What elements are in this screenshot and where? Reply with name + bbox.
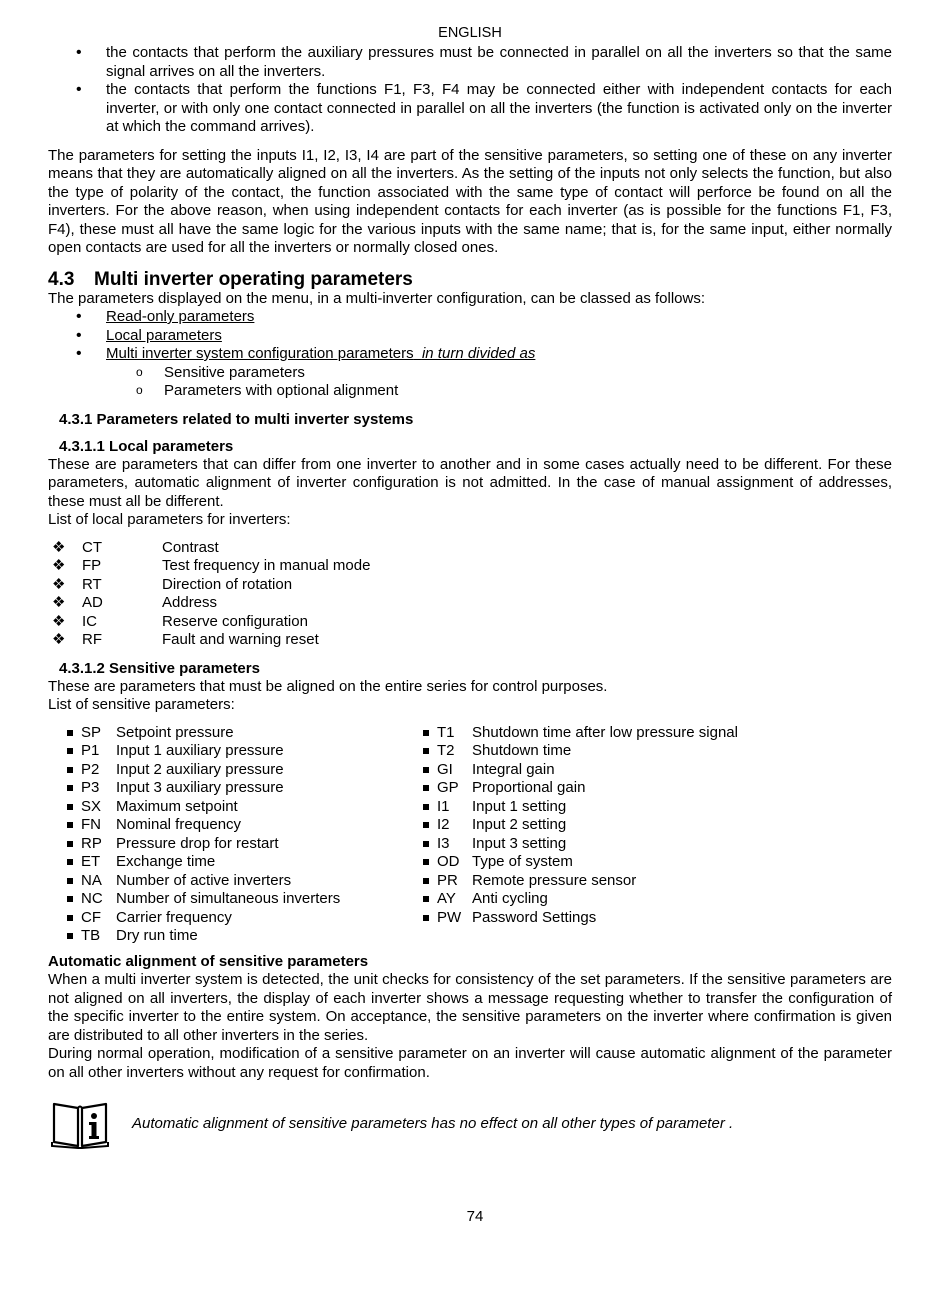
sensitive-param-item — [48, 742, 404, 761]
sensitive-param-item — [48, 816, 404, 835]
param-code: CF — [81, 908, 101, 926]
sensitive-param-item — [404, 779, 864, 798]
local-params-paragraph: These are parameters that can differ from one inverter to another and in some cases actually need to be different. For these parameters, automatic alignment of inverter configuration is not admitted. In the case of manual assignment of addresses, these must all be different. — [48, 455, 892, 510]
param-code: P3 — [81, 779, 100, 796]
square-bullet-icon — [423, 785, 429, 791]
section-lead: The parameters displayed on the menu, in a multi-inverter configuration, can be classed as follows: — [48, 289, 706, 307]
square-bullet-icon — [67, 915, 73, 921]
diamond-bullet-icon: ❖ — [52, 594, 66, 611]
diamond-bullet-icon: ❖ — [52, 612, 66, 630]
param-code: ET — [81, 853, 101, 870]
param-code: FN — [81, 816, 101, 833]
square-bullet-icon — [423, 730, 429, 736]
list-item: • the contacts that perform the functions F1, F3, F4 may be connected either with independent contacts for each inverter, or with only one contact connected in parallel on all the inverters (the function is activated only on the inverter at which the command arrives). — [48, 81, 892, 137]
param-desc: Pressure drop for restart — [116, 834, 279, 852]
auto-alignment-paragraph-1: When a multi inverter system is detected, the unit checks for consistency of the set parameters. If the sensitive parameters are not aligned on all inverters, the display of each inverter shows a message requesting whether to transfer the configuration of the specific inverter to the entire system. On acceptance, the sensitive parameters on the inverter where confirmation is given are distributed to all other inverters in the series. — [48, 971, 892, 1044]
param-desc: Shutdown time — [472, 742, 572, 759]
param-desc: Carrier frequency — [116, 908, 232, 926]
square-bullet-icon — [67, 767, 73, 773]
param-desc: Setpoint pressure — [116, 723, 234, 741]
section-heading-4-3-1-2: 4.3.1.2 Sensitive parameters — [59, 659, 260, 677]
param-code: RF — [82, 631, 102, 648]
square-bullet-icon — [423, 841, 429, 847]
diamond-bullet-icon: ❖ — [52, 575, 66, 593]
note-text: Automatic alignment of sensitive parameters has no effect on all other types of parameter . — [132, 1115, 734, 1132]
sensitive-params-list-intro: List of sensitive parameters: — [48, 696, 235, 713]
square-bullet-icon — [67, 896, 73, 902]
sensitive-param-item — [404, 853, 864, 872]
param-desc: Proportional gain — [472, 779, 586, 796]
param-code: NA — [81, 871, 102, 889]
local-params-table — [52, 539, 370, 650]
square-bullet-icon — [67, 822, 73, 828]
top-bullet-list — [48, 44, 892, 137]
square-bullet-icon — [67, 804, 73, 810]
square-bullet-icon — [423, 748, 429, 754]
document-page — [48, 24, 892, 1150]
local-param-row — [52, 576, 370, 595]
sensitive-param-item — [48, 853, 404, 872]
param-code: SX — [81, 797, 102, 815]
param-code: I1 — [437, 797, 450, 815]
sensitive-param-item — [404, 761, 864, 780]
list-item — [48, 327, 892, 346]
sensitive-param-item — [48, 724, 404, 743]
param-desc: Shutdown time after low pressure signal — [472, 723, 738, 741]
param-code: NC — [81, 890, 103, 907]
sensitive-param-item — [48, 890, 404, 909]
param-desc: Direction of rotation — [162, 575, 293, 593]
class-read-only: Read-only parameters — [106, 308, 255, 325]
page-number: 74 — [466, 1208, 484, 1225]
param-desc: Number of simultaneous inverters — [116, 890, 341, 907]
sensitive-param-item — [404, 890, 864, 909]
param-desc: Exchange time — [116, 853, 216, 870]
sensitive-param-item — [404, 835, 864, 854]
square-bullet-icon — [423, 822, 429, 828]
param-code: GI — [437, 760, 453, 778]
param-code: CT — [82, 538, 102, 556]
auto-alignment-heading: Automatic alignment of sensitive parameters — [48, 952, 369, 970]
auto-alignment-paragraph-2: During normal operation, modification of a sensitive parameter on an inverter will cause automatic alignment of the parameter on all other inverters without any request for confirmation. — [48, 1045, 892, 1081]
page-header: ENGLISH — [438, 25, 502, 41]
sensitive-params-paragraph: These are parameters that must be aligned on the entire series for control purposes. — [48, 677, 608, 695]
square-bullet-icon — [67, 730, 73, 736]
param-desc: Test frequency in manual mode — [162, 557, 371, 574]
param-desc: Anti cycling — [472, 890, 548, 907]
section-heading-4-3: 4.3 Multi inverter operating parameters — [48, 268, 413, 290]
param-code: AY — [437, 890, 456, 907]
param-desc: Contrast — [162, 538, 219, 556]
param-code: GP — [437, 779, 459, 796]
sensitive-param-item — [48, 872, 404, 891]
param-desc: Nominal frequency — [116, 816, 242, 833]
param-desc: Maximum setpoint — [116, 797, 238, 815]
square-bullet-icon — [67, 878, 73, 884]
param-code: TB — [81, 927, 101, 944]
list-item — [48, 308, 892, 327]
param-desc: Address — [162, 594, 218, 611]
param-code: OD — [437, 853, 460, 870]
diamond-bullet-icon: ❖ — [52, 538, 66, 556]
param-desc: Input 2 auxiliary pressure — [116, 760, 284, 778]
list-item — [48, 345, 892, 364]
parameter-subclasses-list — [48, 364, 892, 401]
param-desc: Type of system — [472, 853, 573, 870]
param-desc: Number of active inverters — [116, 871, 292, 889]
sensitive-param-item — [48, 779, 404, 798]
diamond-bullet-icon: ❖ — [52, 557, 66, 574]
local-param-row — [52, 539, 370, 558]
square-bullet-icon — [67, 785, 73, 791]
square-bullet-icon — [67, 859, 73, 865]
sensitive-param-item — [48, 909, 404, 928]
sensitive-param-item — [404, 798, 864, 817]
list-item: o Parameters with optional alignment — [48, 382, 892, 401]
param-code: PW — [437, 908, 462, 926]
local-param-row — [52, 631, 370, 650]
list-item: o Sensitive parameters — [48, 364, 892, 383]
diamond-bullet-icon: ❖ — [52, 631, 66, 648]
param-desc: Password Settings — [472, 908, 597, 926]
param-desc: Remote pressure sensor — [472, 871, 637, 889]
class-suffix: in turn divided as — [421, 345, 536, 362]
param-code: P2 — [81, 760, 100, 778]
param-code: T1 — [437, 723, 455, 741]
sensitive-param-item — [48, 761, 404, 780]
param-code: RP — [81, 834, 102, 852]
sensitive-param-item — [48, 835, 404, 854]
sensitive-param-item — [48, 927, 404, 946]
sensitive-params-columns — [48, 724, 892, 946]
class-local: Local parameters — [106, 326, 222, 344]
sensitive-param-item — [404, 909, 864, 928]
info-note — [48, 1098, 892, 1150]
param-desc: Input 2 setting — [472, 816, 567, 833]
param-desc: Dry run time — [116, 927, 198, 944]
param-code: I2 — [437, 816, 450, 833]
local-param-row — [52, 613, 370, 632]
param-code: AD — [82, 594, 103, 611]
param-code: PR — [437, 871, 458, 889]
param-code: T2 — [437, 742, 455, 759]
square-bullet-icon — [67, 933, 73, 939]
local-param-row — [52, 557, 370, 576]
sensitive-param-item — [48, 798, 404, 817]
param-desc: Input 1 setting — [472, 797, 567, 815]
param-code: SP — [81, 723, 102, 741]
param-code: I3 — [437, 834, 450, 852]
sensitive-params-right-list — [404, 724, 864, 928]
list-item: • the contacts that perform the auxiliary pressures must be connected in parallel on all the inverters so that the same signal arrives on all the inverters. — [48, 44, 892, 81]
square-bullet-icon — [423, 767, 429, 773]
sensitive-param-item — [404, 872, 864, 891]
param-code: P1 — [81, 742, 100, 759]
param-desc: Input 3 auxiliary pressure — [116, 779, 284, 796]
section-heading-4-3-1-1: 4.3.1.1 Local parameters — [59, 437, 234, 455]
section-heading-4-3-1: 4.3.1 Parameters related to multi inverter systems — [59, 410, 414, 428]
sensitive-param-item — [404, 724, 864, 743]
info-book-icon — [50, 1098, 110, 1150]
class-multi-inverter: Multi inverter system configuration parameters — [106, 345, 414, 362]
param-code: RT — [82, 575, 102, 593]
sensitive-params-left-list — [48, 724, 404, 946]
param-code: FP — [82, 557, 102, 574]
parameter-classes-list — [48, 308, 892, 364]
square-bullet-icon — [423, 896, 429, 902]
sensitive-param-item — [404, 816, 864, 835]
square-bullet-icon — [423, 878, 429, 884]
local-params-list-intro: List of local parameters for inverters: — [48, 511, 291, 528]
square-bullet-icon — [423, 915, 429, 921]
param-code: IC — [82, 612, 97, 630]
param-desc: Reserve configuration — [162, 612, 308, 630]
local-param-row — [52, 594, 370, 613]
param-desc: Fault and warning reset — [162, 631, 319, 648]
param-desc: Integral gain — [472, 760, 555, 778]
param-desc: Input 1 auxiliary pressure — [116, 742, 284, 759]
square-bullet-icon — [67, 841, 73, 847]
square-bullet-icon — [67, 748, 73, 754]
param-desc: Input 3 setting — [472, 834, 567, 852]
intro-paragraph: The parameters for setting the inputs I1, I2, I3, I4 are part of the sensitive parameters, so setting one of these on any inverter means that they are automatically aligned on all the inverters. As the setting of the inputs not only selects the function, but also the type of polarity of the contact, the function associated with the same type of contact will perforce be found on all the inverters. For the above reason, when using independent contacts for each inverter (as is possible for the functions F1, F3, F4), these must all have the same logic for the various inputs with the same name; that is, for the same input, either normally open contacts are used for all the inverters or normally closed ones. — [48, 146, 892, 256]
square-bullet-icon — [423, 859, 429, 865]
square-bullet-icon — [423, 804, 429, 810]
sensitive-param-item — [404, 742, 864, 761]
